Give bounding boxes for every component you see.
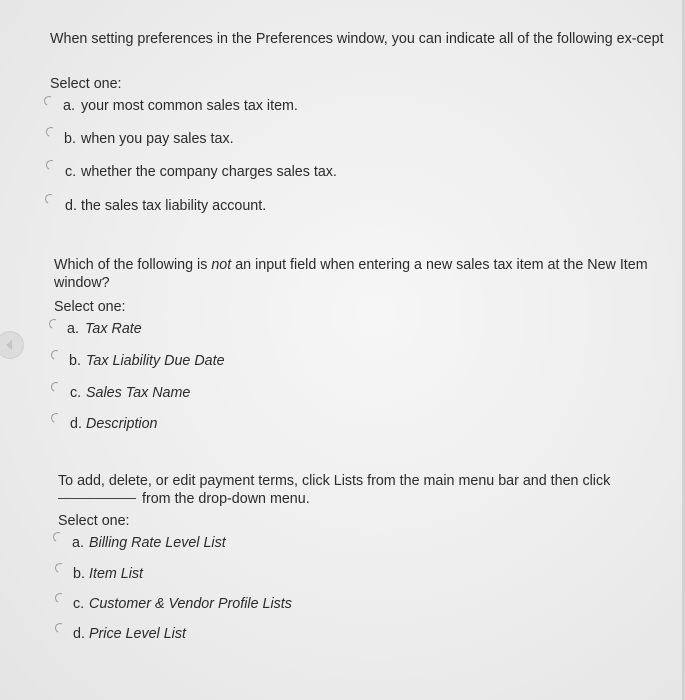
option-letter: b. bbox=[64, 131, 76, 147]
option-text: Price Level List bbox=[89, 626, 186, 642]
option-text: Customer & Vendor Profile Lists bbox=[89, 596, 292, 612]
question-3-line-2-text: from the drop-down menu. bbox=[142, 491, 310, 507]
option-letter: c. bbox=[65, 164, 77, 180]
radio-button[interactable] bbox=[45, 159, 58, 172]
option-text: Tax Liability Due Date bbox=[86, 353, 225, 369]
option-text: the sales tax liability account. bbox=[81, 198, 267, 214]
radio-button[interactable] bbox=[43, 95, 56, 108]
radio-button[interactable] bbox=[54, 592, 67, 605]
option-text: Sales Tax Name bbox=[86, 385, 191, 401]
option-letter: b. bbox=[69, 353, 81, 369]
option-text: when you pay sales tax. bbox=[81, 131, 234, 147]
question-1-text bbox=[50, 30, 670, 48]
question-2-text bbox=[54, 256, 669, 292]
question-1-text-content: When setting preferences in the Preferences window, you can indicate all of the following ex-cept bbox=[50, 31, 664, 47]
option-text: Item List bbox=[89, 566, 144, 582]
option-letter: c. bbox=[73, 596, 85, 612]
option-text: Tax Rate bbox=[85, 321, 142, 337]
option-letter: a. bbox=[63, 98, 75, 114]
option-letter: b. bbox=[73, 566, 85, 582]
option-text: whether the company charges sales tax. bbox=[81, 164, 337, 180]
select-one-label: Select one: bbox=[58, 513, 130, 529]
question-2-text-part: Which of the following is bbox=[54, 257, 212, 273]
option-letter: c. bbox=[70, 385, 82, 401]
radio-button[interactable] bbox=[44, 193, 57, 206]
option-text: your most common sales tax item. bbox=[81, 98, 298, 114]
question-3-text bbox=[58, 472, 668, 508]
radio-button[interactable] bbox=[50, 349, 63, 362]
back-arrow-icon[interactable] bbox=[0, 331, 24, 359]
question-3-line-1: To add, delete, or edit payment terms, click Lists from the main menu bar and then click bbox=[58, 473, 611, 489]
option-letter: d. bbox=[65, 198, 77, 214]
question-3-line-2 bbox=[58, 490, 668, 508]
radio-button[interactable] bbox=[54, 562, 67, 575]
option-text: Description bbox=[86, 416, 158, 432]
option-letter: a. bbox=[67, 321, 79, 337]
option-text: Billing Rate Level List bbox=[89, 535, 226, 551]
radio-button[interactable] bbox=[50, 412, 63, 425]
radio-button[interactable] bbox=[48, 318, 61, 331]
radio-button[interactable] bbox=[52, 531, 65, 544]
option-letter: d. bbox=[70, 416, 82, 432]
select-one-label: Select one: bbox=[54, 299, 126, 315]
question-2-emphasis: not bbox=[211, 257, 232, 273]
answer-blank bbox=[58, 498, 136, 499]
option-letter: a. bbox=[72, 535, 84, 551]
option-letter: d. bbox=[73, 626, 85, 642]
radio-button[interactable] bbox=[54, 622, 67, 635]
radio-button[interactable] bbox=[45, 126, 58, 139]
question-2-text-part: an input field when entering a new sales tax item at the New Item window? bbox=[54, 257, 648, 291]
radio-button[interactable] bbox=[50, 381, 63, 394]
select-one-label: Select one: bbox=[50, 76, 122, 92]
